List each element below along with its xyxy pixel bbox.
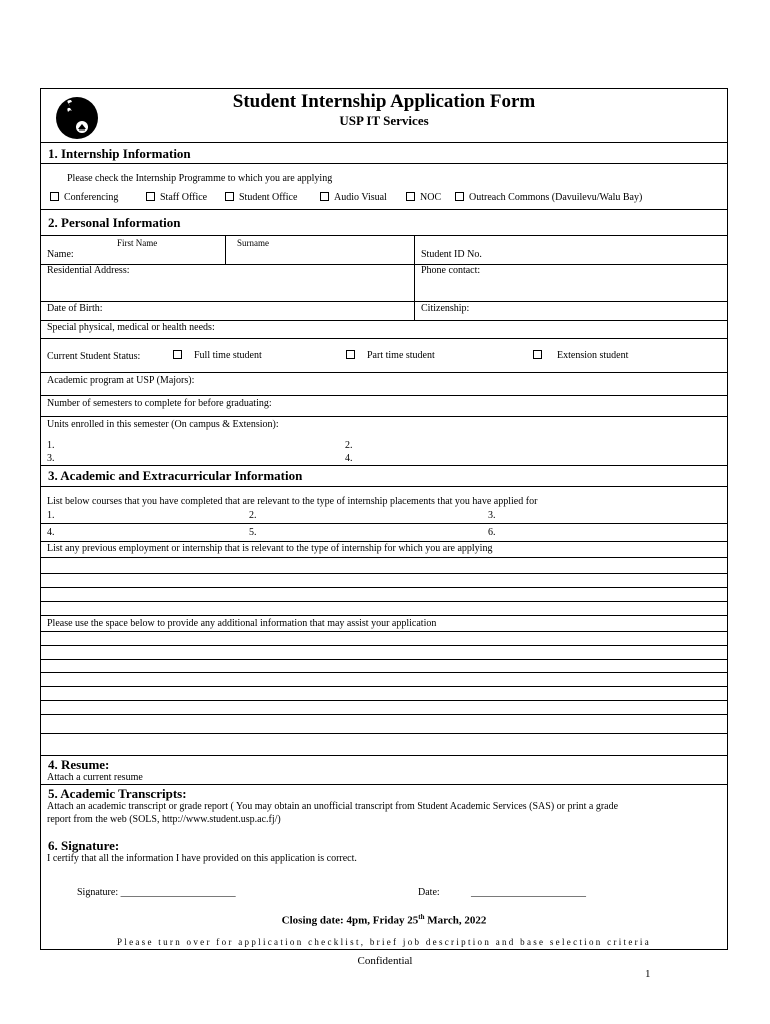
checkbox-icon[interactable] — [533, 350, 542, 359]
closing-date: Closing date: 4pm, Friday 25th March, 2022 — [281, 913, 487, 927]
additional-info-instruction: Please use the space below to provide any additional information that may assist your application — [47, 618, 437, 629]
divider — [41, 320, 727, 321]
semesters-field[interactable]: Number of semesters to complete for before graduating: — [47, 398, 272, 409]
date-of-birth-field[interactable]: Date of Birth: — [47, 303, 103, 314]
transcripts-instruction-1: Attach an academic transcript or grade report ( You may obtain an unofficial transcript from Student Academic Services (SAS) or print a grade — [47, 801, 619, 812]
checkbox-icon[interactable] — [50, 192, 59, 201]
divider — [41, 395, 727, 396]
divider — [41, 416, 727, 417]
turnover-note: Please turn over for application checklist, brief job description and base selection criteria — [116, 937, 652, 947]
employment-line[interactable] — [41, 557, 727, 558]
employment-line[interactable] — [41, 573, 727, 574]
courses-instruction: List below courses that you have completed that are relevant to the type of internship placements that you have applied for — [47, 496, 538, 507]
additional-info-line[interactable] — [41, 645, 727, 646]
checkbox-icon[interactable] — [455, 192, 464, 201]
checkbox-part-time[interactable]: Part time student — [346, 350, 435, 362]
unit-1-field[interactable]: 1. — [47, 440, 55, 451]
transcripts-instruction-2: report from the web (SOLS, http://www.student.usp.ac.fj/) — [47, 814, 281, 825]
additional-info-line[interactable] — [41, 700, 727, 701]
phone-contact-field[interactable]: Phone contact: — [421, 265, 481, 276]
divider — [41, 755, 727, 756]
checkbox-icon[interactable] — [225, 192, 234, 201]
internship-instruction: Please check the Internship Programme to which you are applying — [67, 173, 333, 184]
confidential-label: Confidential — [357, 955, 413, 967]
checkbox-conferencing[interactable]: Conferencing — [50, 192, 118, 204]
divider — [41, 163, 727, 164]
checkbox-noc[interactable]: NOC — [406, 192, 441, 204]
checkbox-icon[interactable] — [406, 192, 415, 201]
employment-line[interactable] — [41, 587, 727, 588]
divider — [41, 142, 727, 143]
certify-statement: I certify that all the information I have provided on this application is correct. — [47, 853, 357, 864]
course-3-field[interactable]: 3. — [488, 510, 496, 521]
checkbox-full-time[interactable]: Full time student — [173, 350, 262, 362]
checkbox-icon[interactable] — [346, 350, 355, 359]
section-6-heading: 6. Signature: — [48, 838, 120, 853]
course-1-field[interactable]: 1. — [47, 510, 55, 521]
unit-3-field[interactable]: 3. — [47, 453, 55, 464]
employment-line[interactable] — [41, 601, 727, 602]
checkbox-outreach-commons[interactable]: Outreach Commons (Davuilevu/Walu Bay) — [455, 192, 642, 204]
additional-info-line[interactable] — [41, 733, 727, 734]
page-subtitle: USP IT Services — [339, 113, 429, 128]
additional-info-line[interactable] — [41, 672, 727, 673]
divider — [41, 465, 727, 466]
additional-info-line[interactable] — [41, 659, 727, 660]
student-id-field[interactable]: Student ID No. — [421, 249, 482, 260]
student-status-label: Current Student Status: — [47, 351, 141, 362]
signature-field[interactable]: Signature: _______________________ — [77, 887, 236, 898]
additional-info-line[interactable] — [41, 686, 727, 687]
divider — [41, 209, 727, 210]
section-4-heading: 4. Resume: — [48, 757, 110, 772]
section-5-heading: 5. Academic Transcripts: — [48, 786, 187, 801]
unit-2-field[interactable]: 2. — [345, 440, 353, 451]
page-title: Student Internship Application Form — [232, 91, 536, 112]
checkbox-staff-office[interactable]: Staff Office — [146, 192, 207, 204]
residential-address-field[interactable]: Residential Address: — [47, 265, 130, 276]
divider — [41, 784, 727, 785]
page-number: 1 — [645, 968, 651, 980]
divider — [41, 486, 727, 487]
date-label: Date: — [418, 887, 440, 898]
date-field[interactable]: _______________________ — [471, 887, 586, 898]
course-6-field[interactable]: 6. — [488, 527, 496, 538]
checkbox-icon[interactable] — [320, 192, 329, 201]
surname-label: Surname — [237, 238, 269, 248]
divider — [41, 523, 727, 524]
units-label: Units enrolled in this semester (On campus & Extension): — [47, 419, 279, 430]
checkbox-student-office[interactable]: Student Office — [225, 192, 297, 204]
special-needs-field[interactable]: Special physical, medical or health needs: — [47, 322, 215, 333]
course-4-field[interactable]: 4. — [47, 527, 55, 538]
checkbox-icon[interactable] — [173, 350, 182, 359]
section-2-heading: 2. Personal Information — [48, 215, 181, 230]
checkbox-icon[interactable] — [146, 192, 155, 201]
checkbox-extension[interactable]: Extension student — [533, 350, 628, 362]
divider — [41, 372, 727, 373]
academic-program-field[interactable]: Academic program at USP (Majors): — [47, 375, 195, 386]
course-2-field[interactable]: 2. — [249, 510, 257, 521]
divider — [41, 264, 727, 265]
divider — [41, 301, 727, 302]
resume-instruction: Attach a current resume — [47, 772, 143, 783]
additional-info-line[interactable] — [41, 631, 727, 632]
divider — [41, 541, 727, 542]
section-3-heading: 3. Academic and Extracurricular Information — [48, 468, 303, 483]
first-name-label: First Name — [117, 238, 158, 248]
divider — [41, 338, 727, 339]
name-field[interactable]: Name: — [47, 249, 74, 260]
checkbox-audio-visual[interactable]: Audio Visual — [320, 192, 387, 204]
citizenship-field[interactable]: Citizenship: — [421, 303, 470, 314]
section-1-heading: 1. Internship Information — [48, 146, 191, 161]
divider — [41, 235, 727, 236]
course-5-field[interactable]: 5. — [249, 527, 257, 538]
employment-line[interactable] — [41, 615, 727, 616]
additional-info-line[interactable] — [41, 714, 727, 715]
unit-4-field[interactable]: 4. — [345, 453, 353, 464]
application-form — [40, 88, 728, 950]
employment-instruction: List any previous employment or internship that is relevant to the type of internship for which you are applying — [47, 543, 493, 554]
